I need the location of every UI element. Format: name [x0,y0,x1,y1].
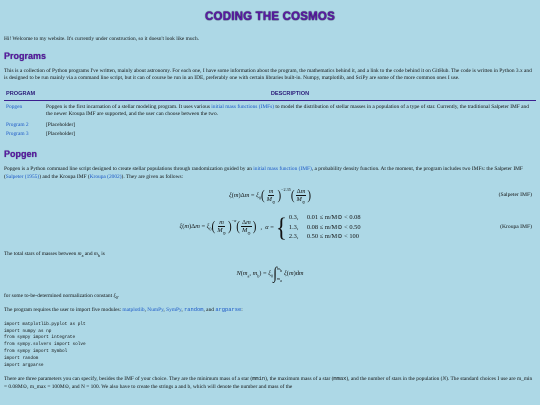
column-header-program: PROGRAM [4,90,44,101]
module-link-sympy[interactable]: SymPy [166,307,182,314]
kroupa-cases [289,214,361,242]
popgen-intro [4,166,536,181]
parameters-text: There are three parameters you can specify, besides the IMF of your choice. They are the minimum mass of a star (mmin), the maximum mass of a star (mmax), and the number of stars in the population (N). The standard choices I use are m_min = 0.08M⊙, m_max = 100M⊙, and N = 100. We also have to create the strings a and b, which will denote the number and mass of the [4,376,533,390]
text: ) and the Kroupa IMF ( [39,173,90,180]
import-code-block [4,322,536,370]
text: and [83,250,94,257]
programs-description: This is a collection of Python programs I've written, mainly about astronomy. For each one, I have some information about the program, the mathematics behind it, and a link to the code behind it on GitHub. The code is written in Python 3.x and is designed to be run mainly via a command line script, but it can of course be run in an IDE, preferably one with certain libraries built-in. Numpy, matplotlib, and SciPy are some of the more common ones I use. [4,67,532,82]
text: The total stars of masses between [4,250,78,257]
text: , a probability density function. At the moment, the program includes two IMFs: the Salpeter IMF ( [4,166,523,180]
module-link-matplotlib[interactable]: matplotlib [122,307,145,314]
text: ), the maximum mass of a star ( [265,376,334,383]
intro-text: Hi! Welcome to my website. It's currently under construction, so it doesn't look like much. [4,35,199,42]
description-text: Popgen is the first incarnation of a stellar modeling program. It uses various [46,104,212,111]
normalization-text: for some to-be-determined normalization constant $\xi_0$. [4,292,120,300]
salpeter-equation: $\xi(m)\Delta m = \xi_0$ ( $\frac{m}{M_⊙}$ ) $^{-2.35}$ ( $\frac{\Delta m}{M_⊙}$ ) (Salpeter IMF) [228,186,532,205]
imf-link[interactable]: initial mass function (IMF) [253,166,312,173]
program-description: [Placeholder] [46,121,76,128]
mass-range: 0.01 ≤ m/M⊙ < 0.08 [306,213,361,221]
program-link-3[interactable]: Program 3 [6,130,29,137]
module-link-argparse[interactable]: argparse [215,307,242,314]
program-link-2[interactable]: Program 2 [6,121,29,128]
description-text: to model the distribution of stellar masses in a population of a type of star. Currently, the traditional Salpeter IMF and the newer Kroupa IMF are supported, and the user can choose between the two. [46,104,529,118]
table-row [4,121,536,130]
module-link-random[interactable]: random [184,307,204,314]
table-row [4,101,536,121]
program-description [44,101,536,121]
table-row [4,130,536,139]
program-link-popgen[interactable]: Popgen [6,104,23,111]
programs-table [4,90,536,140]
integral-equation: $N(m_a$, $m_b) = \xi_0$ ∫ $m_b$ $m_a$ ξ(m)dm [236,265,304,284]
text: Popgen is a Python command line script designed to create stellar populations through randomization guided by an [4,166,254,173]
code-line: from sympy import integrate [4,335,76,341]
alpha-value: 1.3, [288,223,299,231]
text: ). The standard choices I use are m_min = 0.08M⊙, m_max = 100M⊙, and N = 100. We also have to create the strings a and b, which will denote the number and mass of the [4,376,533,390]
salpeter-citation-link[interactable]: Salpeter (1955) [5,173,40,180]
code-mmax: mmax [333,376,347,383]
code-line: import random [4,355,39,361]
code-mmin: mmin [252,376,266,383]
text: for some to-be-determined normalization constant [4,292,114,299]
alpha-value: 0.3, [288,213,299,221]
kroupa-equation: $\xi(m)\Delta m = \xi_0$ ( $\frac{m}{M_⊙}$ ) $^{-\alpha}$ ( $\frac{\Delta m}{M_⊙}$ ) , α = { 0.3, 0.01 ≤ m/M⊙ < 0.08 1.3, 0.08 ≤ m/M⊙ < 0.50 2.3, 0.50 ≤ m/M⊙ < 100 (Kroupa IMF) [179,213,532,243]
text: ), and the number of stars in the population ( [346,376,443,383]
code-line: import matplotlib.pyplot as plt [4,321,86,327]
total-stars-text: The total stars of masses between $m_a$ and $m_b$ is [4,250,105,258]
programs-heading: Programs [4,50,47,61]
code-line: import argparse [4,362,44,368]
column-header-description: DESCRIPTION [44,90,536,101]
text: is [99,250,105,257]
program-description: [Placeholder] [46,130,76,137]
text: The program requires the user to import five modules: [4,307,123,314]
code-line: from sympy.solvers import solve [4,342,86,348]
text: ). They are given as follows: [121,173,184,180]
site-title: CODING THE COSMOS [205,11,335,23]
code-line: from sympy import Symbol [4,348,68,354]
text: There are three parameters you can specify, besides the IMF of your choice. They are the minimum mass of a star ( [4,376,253,383]
modules-text: The program requires the user to import five modules: matplotlib, NumPy, SymPy, random, and argparse: [4,307,243,314]
popgen-heading: Popgen [4,149,37,160]
kroupa-citation-link[interactable]: Kroupa (2002) [89,173,122,180]
imf-link[interactable]: initial mass functions (IMFs) [211,104,275,111]
salpeter-label: (Salpeter IMF) [498,192,532,199]
module-link-numpy[interactable]: NumPy [147,307,164,314]
mass-range: 0.08 ≤ m/M⊙ < 0.50 [306,223,361,231]
kroupa-label: (Kroupa IMF) [500,224,532,231]
alpha-value: 2.3, [288,233,299,241]
code-line: import numpy as np [4,328,52,334]
mass-range: 0.50 ≤ m/M⊙ < 100 [306,233,359,241]
